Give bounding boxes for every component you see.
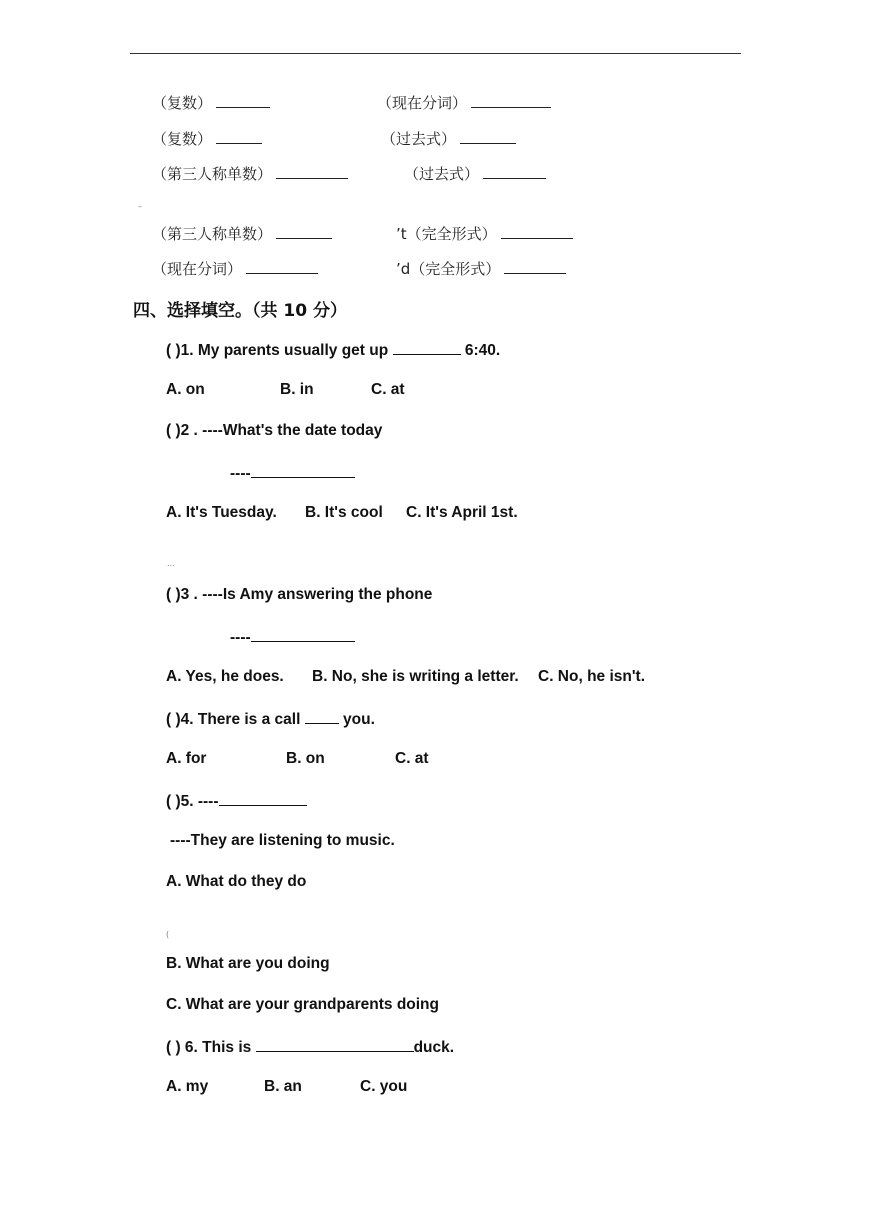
- question-2: ( )2 . ----What's the date today: [166, 422, 383, 439]
- question-5: [166, 791, 307, 811]
- word-form-row1-left: [152, 92, 270, 113]
- header-rule: [130, 53, 741, 54]
- q3-option-c: C. No, he isn't.: [538, 668, 646, 685]
- word-form-row1-right: [377, 92, 551, 113]
- q3-option-a: A. Yes, he does.: [166, 668, 284, 685]
- q5-option-a: A. What do they do: [166, 873, 307, 890]
- answer-blank[interactable]: [460, 129, 516, 144]
- question-stem: ( ) 6. This is: [166, 1039, 256, 1056]
- q5-option-b: B. What are you doing: [166, 955, 330, 972]
- q3-option-b: B. No, she is writing a letter.: [312, 668, 519, 685]
- word-form-label: （过去式）: [404, 165, 480, 183]
- q4-option-b: B. on: [286, 750, 325, 767]
- word-form-row3-right: [404, 163, 546, 184]
- answer-blank[interactable]: [276, 164, 348, 179]
- q5-reply: ----They are listening to music.: [170, 832, 395, 849]
- reply-dashes: ----: [230, 629, 251, 646]
- question-stem: 6:40.: [460, 342, 501, 359]
- q1-option-c: C. at: [371, 381, 405, 398]
- stray-mark: (: [166, 930, 170, 939]
- question-stem: duck.: [413, 1039, 455, 1056]
- answer-blank[interactable]: [483, 164, 546, 179]
- q2-option-c: C. It's April 1st.: [406, 504, 518, 521]
- q2-option-b: B. It's cool: [305, 504, 383, 521]
- answer-blank[interactable]: [216, 93, 270, 108]
- word-form-label: （现在分词）: [377, 94, 468, 112]
- answer-blank[interactable]: [216, 129, 262, 144]
- answer-blank[interactable]: [501, 224, 573, 239]
- answer-blank[interactable]: [393, 340, 461, 355]
- word-form-label: （复数）: [152, 130, 213, 148]
- answer-blank[interactable]: [246, 259, 318, 274]
- question-1: [166, 340, 500, 360]
- q3-reply: [230, 627, 355, 647]
- answer-blank[interactable]: [251, 627, 355, 642]
- word-form-row4-right: [396, 223, 573, 244]
- stray-mark: ...: [167, 559, 175, 568]
- question-stem: ( )5. ----: [166, 793, 219, 810]
- stray-mark: –: [138, 202, 142, 211]
- word-form-label: ’t（完全形式）: [396, 225, 497, 243]
- word-form-label: ’d（完全形式）: [396, 260, 501, 278]
- answer-blank[interactable]: [471, 93, 551, 108]
- word-form-label: （过去式）: [381, 130, 457, 148]
- q4-option-a: A. for: [166, 750, 207, 767]
- question-3: ( )3 . ----Is Amy answering the phone: [166, 586, 433, 603]
- q6-option-a: A. my: [166, 1078, 209, 1095]
- question-stem: you.: [338, 711, 375, 728]
- answer-blank[interactable]: [276, 224, 332, 239]
- q2-reply: [230, 463, 355, 483]
- q6-option-c: C. you: [360, 1078, 408, 1095]
- word-form-label: （第三人称单数）: [152, 225, 273, 243]
- q5-option-c: C. What are your grandparents doing: [166, 996, 439, 1013]
- question-stem: ( )4. There is a call: [166, 711, 305, 728]
- word-form-row5-right: [396, 258, 566, 279]
- reply-dashes: ----: [230, 465, 251, 482]
- word-form-label: （现在分词）: [152, 260, 243, 278]
- word-form-row2-right: [381, 128, 516, 149]
- word-form-row4-left: [152, 223, 332, 244]
- q1-option-a: A. on: [166, 381, 205, 398]
- answer-blank[interactable]: [504, 259, 566, 274]
- answer-blank[interactable]: [305, 709, 339, 724]
- q1-option-b: B. in: [280, 381, 314, 398]
- word-form-row2-left: [152, 128, 262, 149]
- word-form-row3-left: [152, 163, 348, 184]
- answer-blank[interactable]: [251, 463, 355, 478]
- answer-blank[interactable]: [256, 1037, 414, 1052]
- section-heading: 四、选择填空。（共 10 分）: [133, 301, 347, 321]
- word-form-label: （第三人称单数）: [152, 165, 273, 183]
- q6-option-b: B. an: [264, 1078, 302, 1095]
- q4-option-c: C. at: [395, 750, 429, 767]
- word-form-label: （复数）: [152, 94, 213, 112]
- q2-option-a: A. It's Tuesday.: [166, 504, 277, 521]
- question-stem: ( )1. My parents usually get up: [166, 342, 393, 359]
- question-6: [166, 1037, 454, 1057]
- answer-blank[interactable]: [219, 791, 307, 806]
- question-4: [166, 709, 375, 729]
- word-form-row5-left: [152, 258, 318, 279]
